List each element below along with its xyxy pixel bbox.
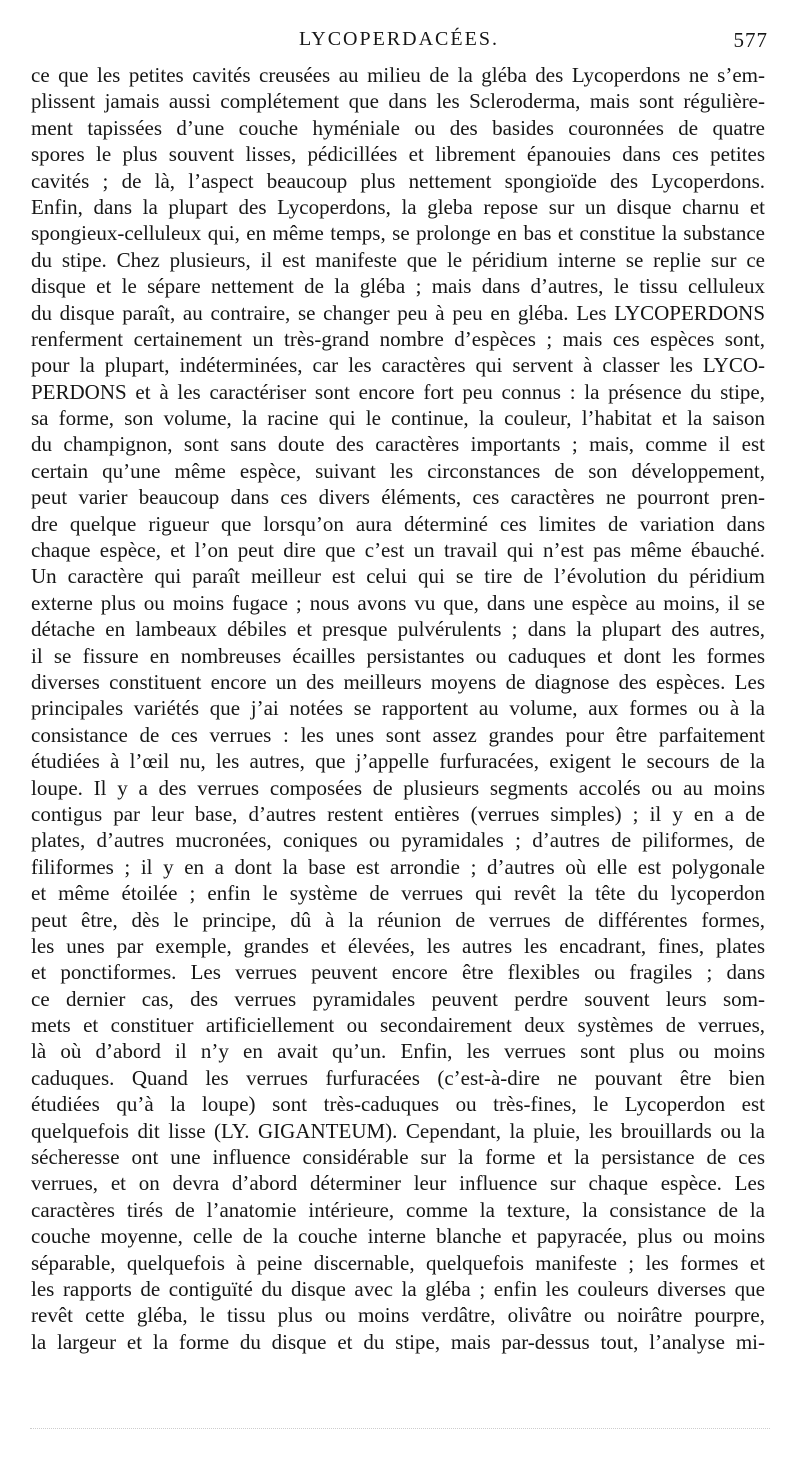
- text-line: verrues, et on devra d’abord déterminer leur influence sur chaque espèce. Les: [31, 1171, 765, 1196]
- text-line: la largeur et la forme du disque et du stipe, mais par-dessus tout, l’analyse mi-: [31, 1329, 765, 1354]
- text-line: mets et constituer artificiellement ou secondairement deux systèmes de verrues,: [31, 1013, 765, 1038]
- text-line: plates, d’autres mucronées, coniques ou pyramidales ; d’autres de piliformes, de: [31, 828, 765, 853]
- text-line: caractères tirés de l’anatomie intérieure, comme la texture, la consistance de la: [31, 1197, 765, 1222]
- text-line: dre quelque rigueur que lorsqu’on aura déterminé ces limites de variation dans: [31, 511, 765, 536]
- text-line: externe plus ou moins fugace ; nous avons vu que, dans une espèce au moins, il se: [31, 590, 765, 615]
- text-line: quelquefois dit lisse (LY. GIGANTEUM). Cependant, la pluie, les brouillards ou la: [31, 1118, 765, 1143]
- text-line: les rapports de contiguïté du disque avec la gléba ; enfin les couleurs diverses que: [31, 1276, 765, 1301]
- text-line: caduques. Quand les verrues furfuracées (c’est-à-dire ne pouvant être bien: [31, 1065, 765, 1090]
- text-line: du disque paraît, au contraire, se changer peu à peu en gléba. Les LYCOPERDONS: [31, 300, 765, 325]
- text-line: loupe. Il y a des verrues composées de plusieurs segments accolés ou au moins: [31, 775, 765, 800]
- text-line: étudiées à l’œil nu, les autres, que j’appelle furfuracées, exigent le secours de la: [31, 749, 765, 774]
- text-line: du stipe. Chez plusieurs, il est manifeste que le péridium interne se replie sur ce: [31, 247, 765, 272]
- body-text: [31, 62, 765, 1355]
- text-line: certain qu’une même espèce, suivant les circonstances de son développement,: [31, 458, 765, 483]
- text-line: spongieux-celluleux qui, en même temps, se prolonge en bas et constitue la substance: [31, 221, 765, 246]
- text-line: il se fissure en nombreuses écailles persistantes ou caduques et dont les formes: [31, 643, 765, 668]
- text-line: peut être, dès le principe, dû à la réunion de verrues de différentes formes,: [31, 907, 765, 932]
- text-line: PERDONS et à les caractériser sont encore fort peu connus : la présence du stipe,: [31, 379, 765, 404]
- text-line: là où d’abord il n’y en avait qu’un. Enfin, les verrues sont plus ou moins: [31, 1039, 765, 1064]
- text-line: les unes par exemple, grandes et élevées, les autres les encadrant, fines, plates: [31, 933, 765, 958]
- text-line: contigus par leur base, d’autres restent entières (verrues simples) ; il y en a de: [31, 801, 765, 826]
- text-line: revêt cette gléba, le tissu plus ou moins verdâtre, olivâtre ou noirâtre pourpre,: [31, 1303, 765, 1328]
- footer-rule: [30, 1428, 770, 1429]
- text-line: couche moyenne, celle de la couche interne blanche et papyracée, plus ou moins: [31, 1224, 765, 1249]
- running-title: LYCOPERDACÉES.: [299, 28, 499, 50]
- text-line: principales variétés que j’ai notées se rapportent au volume, aux formes ou à la: [31, 696, 765, 721]
- text-line: renferment certainement un très-grand nombre d’espèces ; mais ces espèces sont,: [31, 326, 765, 351]
- text-line: peut varier beaucoup dans ces divers éléments, ces caractères ne pourront pren-: [31, 485, 765, 510]
- text-line: étudiées qu’à la loupe) sont très-caduques ou très-fines, le Lycoperdon est: [31, 1092, 765, 1117]
- text-line: Enfin, dans la plupart des Lycoperdons, la gleba repose sur un disque charnu et: [31, 194, 765, 219]
- text-line: chaque espèce, et l’on peut dire que c’est un travail qui n’est pas même ébauché.: [31, 538, 765, 563]
- text-line: disque et le sépare nettement de la gléba ; mais dans d’autres, le tissu celluleux: [31, 274, 765, 299]
- text-line: ment tapissées d’une couche hyméniale ou des basides couronnées de quatre: [31, 115, 765, 140]
- text-line: du champignon, sont sans doute des caractères importants ; mais, comme il est: [31, 432, 765, 457]
- text-line: séparable, quelquefois à peine discernable, quelquefois manifeste ; les formes et: [31, 1250, 765, 1275]
- text-line: diverses constituent encore un des meilleurs moyens de diagnose des espèces. Les: [31, 669, 765, 694]
- text-line: sa forme, son volume, la racine qui le continue, la couleur, l’habitat et la saison: [31, 406, 765, 431]
- text-line: et même étoilée ; enfin le système de verrues qui revêt la tête du lycoperdon: [31, 881, 765, 906]
- page-number: 577: [733, 28, 768, 52]
- text-line: cavités ; de là, l’aspect beaucoup plus nettement spongioïde des Lycoperdons.: [31, 168, 765, 193]
- running-head: [30, 28, 768, 58]
- text-line: plissent jamais aussi complétement que dans les Scleroderma, mais sont régulière-: [31, 89, 765, 114]
- text-line: filiformes ; il y en a dont la base est arrondie ; d’autres où elle est polygonale: [31, 854, 765, 879]
- text-line: ce dernier cas, des verrues pyramidales peuvent perdre souvent leurs som-: [31, 986, 765, 1011]
- text-line: pour la plupart, indéterminées, car les caractères qui servent à classer les LYCO-: [31, 353, 765, 378]
- text-line: et ponctiformes. Les verrues peuvent encore être flexibles ou fragiles ; dans: [31, 960, 765, 985]
- text-line: consistance de ces verrues : les unes sont assez grandes pour être parfaitement: [31, 722, 765, 747]
- text-line: sécheresse ont une influence considérable sur la forme et la persistance de ces: [31, 1145, 765, 1170]
- text-line: détache en lambeaux débiles et presque pulvérulents ; dans la plupart des autres,: [31, 617, 765, 642]
- text-line: spores le plus souvent lisses, pédicillées et librement épanouies dans ces petites: [31, 142, 765, 167]
- text-line: Un caractère qui paraît meilleur est celui qui se tire de l’évolution du péridium: [31, 564, 765, 589]
- text-line: ce que les petites cavités creusées au milieu de la gléba des Lycoperdons ne s’em-: [31, 63, 765, 87]
